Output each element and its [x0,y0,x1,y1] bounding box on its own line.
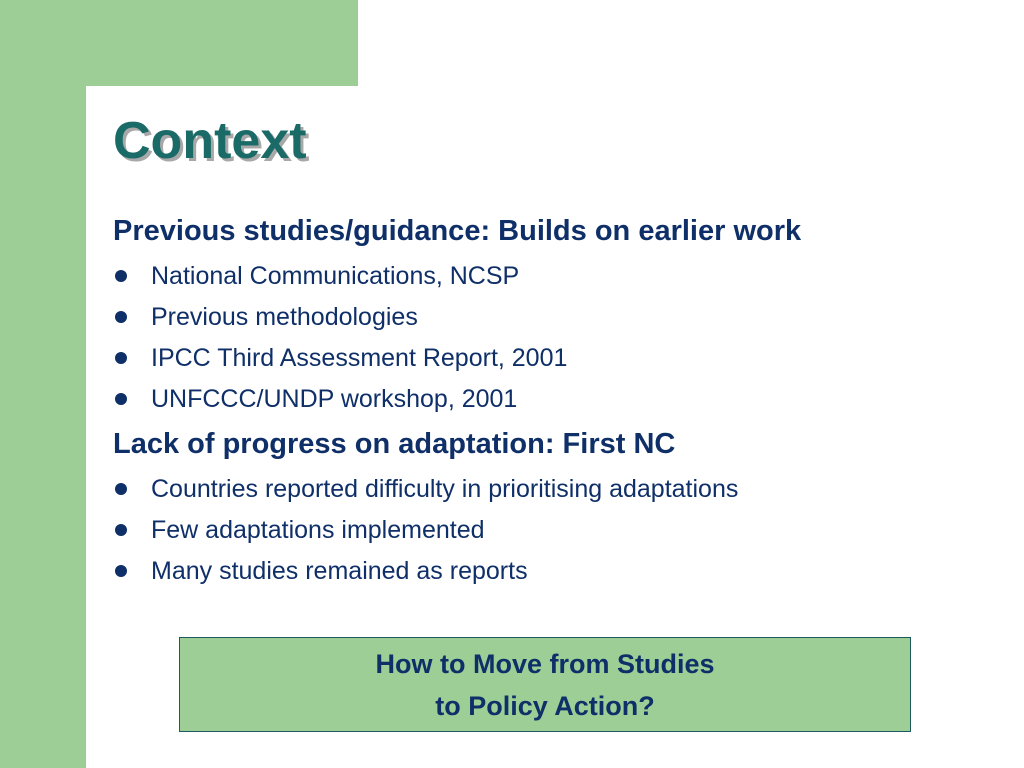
bullet-dot-icon [115,393,127,405]
callout-line-1: How to Move from Studies [375,648,715,679]
bullet-item [113,259,519,293]
bullet-text: Countries reported difficulty in prioritising adaptations [151,474,739,503]
green-band-left [0,0,86,768]
bullet-dot-icon [115,352,127,364]
bullet-item [113,300,418,334]
green-band-top [0,0,358,86]
bullet-text: National Communications, NCSP [151,261,520,290]
bullet-text: Few adaptations implemented [151,515,485,544]
bullet-text: Previous methodologies [151,302,418,331]
bullet-item [113,554,528,588]
bullet-text: Many studies remained as reports [151,556,528,585]
slide-title: Context [113,112,307,170]
bullet-dot-icon [115,483,127,495]
bullet-item [113,382,517,416]
section-heading-previous-studies: Previous studies/guidance: Builds on earlier work [113,215,802,247]
bullet-item [113,513,485,547]
bullet-text: IPCC Third Assessment Report, 2001 [151,343,568,372]
section-heading-lack-of-progress: Lack of progress on adaptation: First NC [113,428,676,460]
bullet-dot-icon [115,524,127,536]
bullet-text: UNFCCC/UNDP workshop, 2001 [151,384,518,413]
bullet-item [113,341,567,375]
callout-line-2: to Policy Action? [435,690,655,721]
bullet-dot-icon [115,565,127,577]
bullet-item [113,472,738,506]
bullet-dot-icon [115,311,127,323]
bullet-dot-icon [115,270,127,282]
callout-box [179,637,911,732]
